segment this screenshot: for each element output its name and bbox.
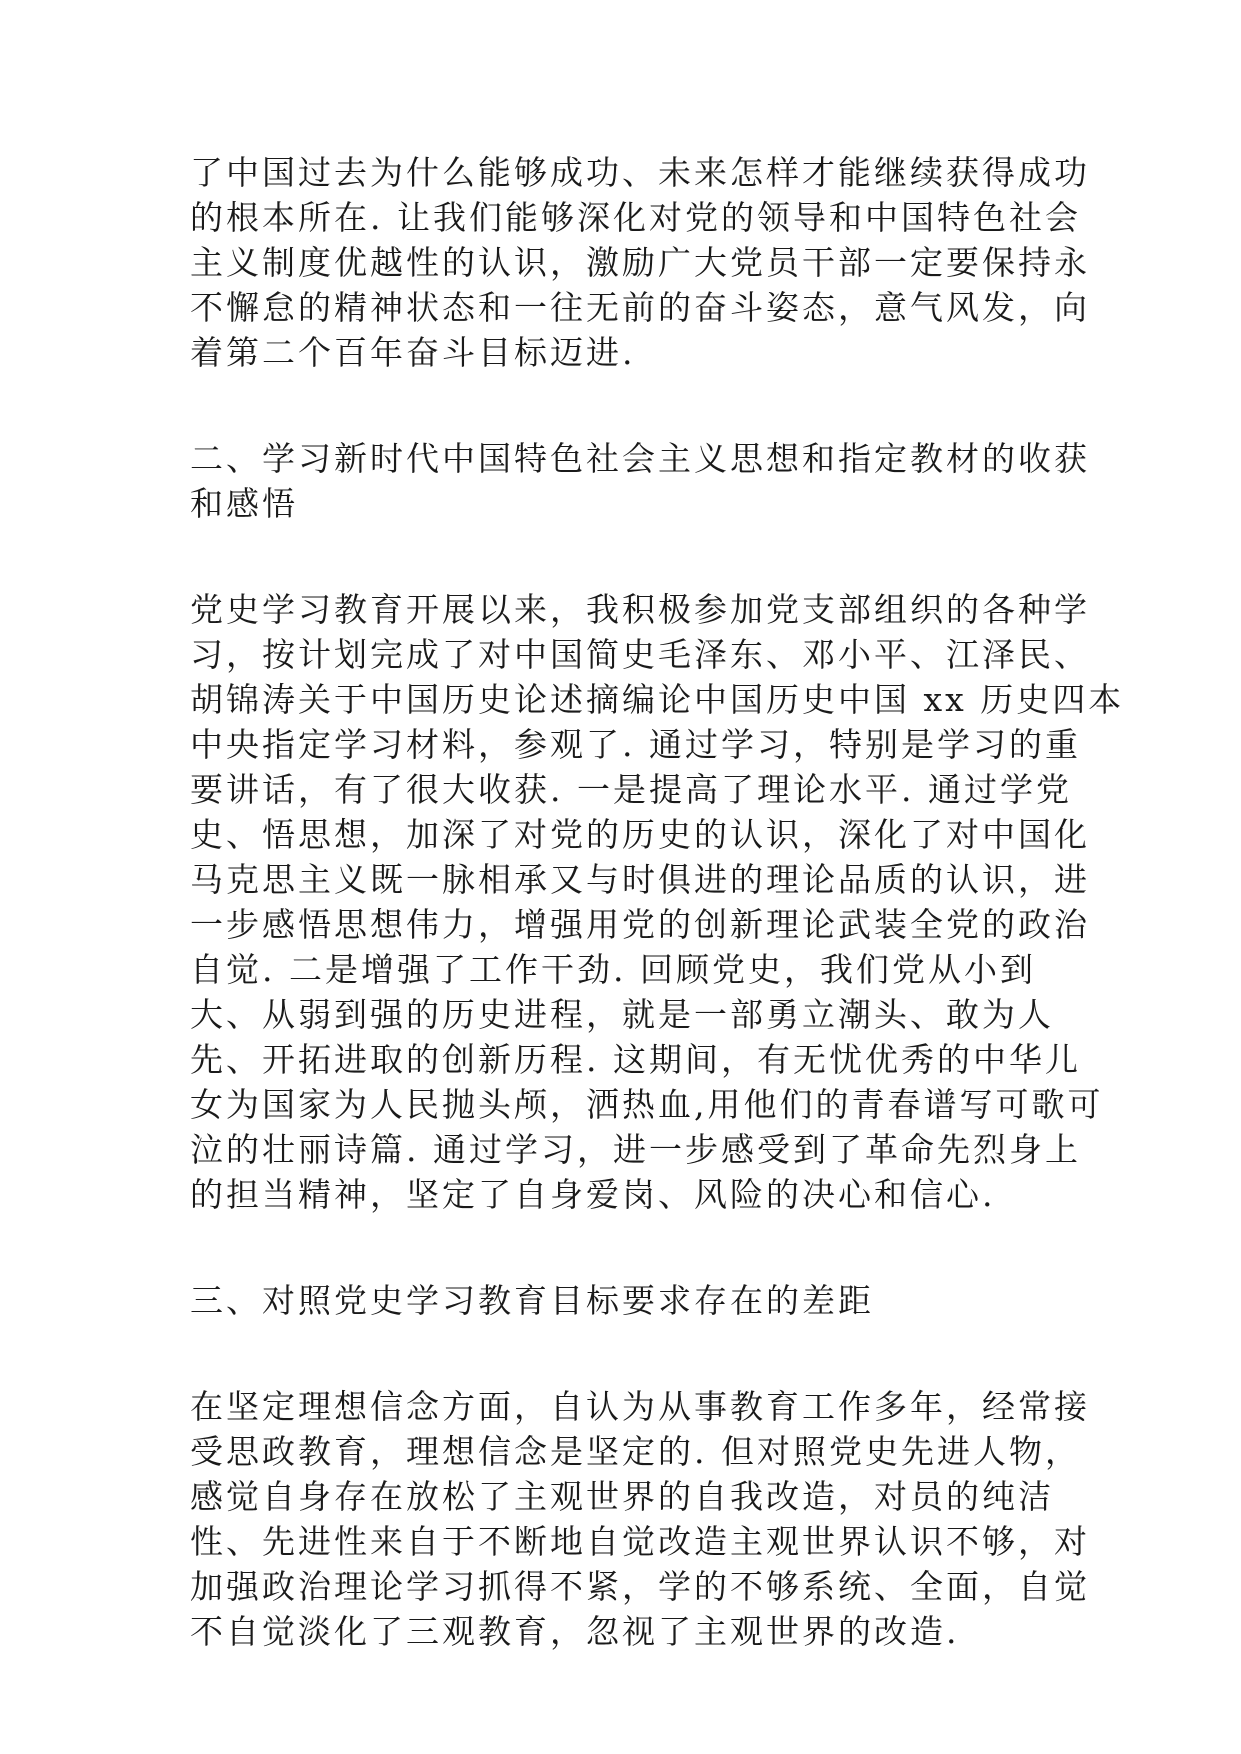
heading-line: 和感悟 (190, 484, 298, 523)
text-line: 不自觉淡化了三观教育，忽视了主观世界的改造. (190, 1612, 960, 1651)
text-line: 不懈怠的精神状态和一往无前的奋斗姿态，意气风发，向 (190, 288, 1090, 327)
text-line: 感觉自身存在放松了主观世界的自我改造，对员的纯洁 (190, 1477, 1054, 1516)
text-line: 中央指定学习材料，参观了. 通过学习，特别是学习的重 (190, 725, 1081, 764)
text-line: 习，按计划完成了对中国简史毛泽东、邓小平、江泽民、 (190, 635, 1090, 674)
section-heading-3 (190, 1278, 1050, 1323)
paragraph-spacer (190, 1323, 1050, 1384)
text-line: 加强政治理论学习抓得不紧，学的不够系统、全面，自觉 (190, 1567, 1090, 1606)
text-line: 女为国家为人民抛头颅，洒热血,用他们的青春谱写可歌可 (190, 1085, 1104, 1124)
text-line: 主义制度优越性的认识，激励广大党员干部一定要保持永 (190, 243, 1090, 282)
text-line: 着第二个百年奋斗目标迈进. (190, 333, 636, 372)
text-line: 在坚定理想信念方面，自认为从事教育工作多年，经常接 (190, 1387, 1090, 1426)
section-heading-2 (190, 436, 1090, 526)
document-body (190, 150, 1125, 1654)
paragraph-section-3 (190, 1384, 1090, 1654)
paragraph-intro-continued (190, 150, 1090, 375)
text-line: 泣的壮丽诗篇. 通过学习，进一步感受到了革命先烈身上 (190, 1130, 1081, 1169)
text-line: 一步感悟思想伟力，增强用党的创新理论武装全党的政治 (190, 905, 1090, 944)
text-line: 先、开拓进取的创新历程. 这期间，有无忧优秀的中华儿 (190, 1040, 1081, 1079)
text-line: 性、先进性来自于不断地自觉改造主观世界认识不够，对 (190, 1522, 1090, 1561)
text-line: 史、悟思想，加深了对党的历史的认识，深化了对中国化 (190, 815, 1090, 854)
text-line: 胡锦涛关于中国历史论述摘编论中国历史中国 xx 历史四本 (190, 680, 1125, 719)
paragraph-section-2 (190, 587, 1125, 1217)
text-line: 的担当精神，坚定了自身爱岗、风险的决心和信心. (190, 1175, 996, 1214)
text-line: 受思政教育，理想信念是坚定的. 但对照党史先进人物， (190, 1432, 1081, 1471)
text-line: 要讲话，有了很大收获. 一是提高了理论水平. 通过学党 (190, 770, 1072, 809)
text-line: 大、从弱到强的历史进程，就是一部勇立潮头、敢为人 (190, 995, 1054, 1034)
paragraph-spacer (190, 526, 1050, 587)
heading-line: 二、学习新时代中国特色社会主义思想和指定教材的收获 (190, 439, 1090, 478)
text-line: 马克思主义既一脉相承又与时俱进的理论品质的认识，进 (190, 860, 1090, 899)
heading-line: 三、对照党史学习教育目标要求存在的差距 (190, 1281, 874, 1320)
text-line: 党史学习教育开展以来，我积极参加党支部组织的各种学 (190, 590, 1090, 629)
paragraph-spacer (190, 1217, 1050, 1278)
text-line: 了中国过去为什么能够成功、未来怎样才能继续获得成功 (190, 153, 1090, 192)
paragraph-spacer (190, 375, 1050, 436)
text-line: 的根本所在. 让我们能够深化对党的领导和中国特色社会 (190, 198, 1081, 237)
text-line: 自觉. 二是增强了工作干劲. 回顾党史，我们党从小到 (190, 950, 1036, 989)
